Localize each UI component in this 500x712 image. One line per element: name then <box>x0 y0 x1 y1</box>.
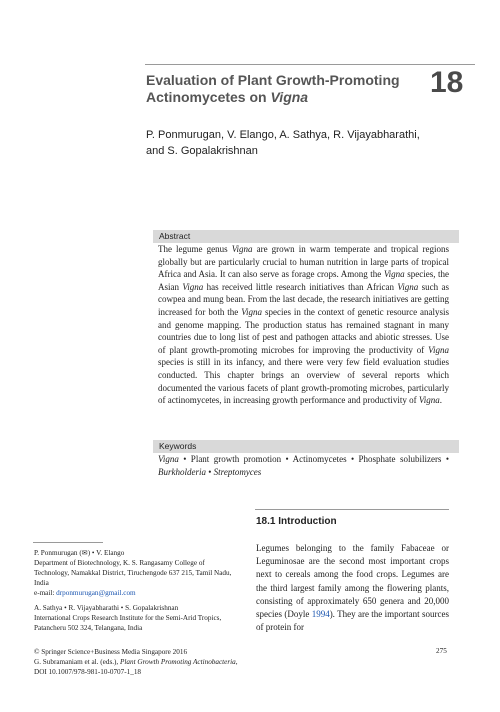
book-citation: G. Subramaniam et al. (eds.), Plant Growth Promoting Actinobacteria, <box>34 658 238 666</box>
keywords-text: Vigna • Plant growth promotion • Actinomycetes • Phosphate solubilizers • Burkholderia • Streptomyces <box>158 454 449 477</box>
introduction-text: Legumes belonging to the family Fabaceae or Leguminosae are the second most important crops next to cereals among the food crops. Legumes are the third largest family among the flowering plants, consisting of approximately 650 genera and 20,000 species (Doyle 1994). They are the important sources of protein for <box>256 543 449 633</box>
doi-line: DOI 10.1007/978-981-10-0707-1_18 <box>34 668 142 676</box>
footnote-rule <box>33 542 103 543</box>
page-number: 275 <box>436 647 447 655</box>
abstract-heading: Abstract <box>153 230 459 243</box>
affiliation-2 <box>34 603 239 633</box>
author-list <box>146 127 466 159</box>
affiliation-2-authors: A. Sathya • R. Vijayabharathi • S. Gopalakrishnan <box>34 604 179 612</box>
authors-line2: and S. Gopalakrishnan <box>146 145 258 157</box>
section-rule <box>255 509 449 510</box>
authors-line1: P. Ponmurugan, V. Elango, A. Sathya, R. Vijayabharathi, <box>146 129 420 141</box>
affiliation-1-email: e-mail: drponmurugan@gmail.com <box>34 589 136 597</box>
chapter-title-line1: Evaluation of Plant Growth-Promoting <box>146 72 400 88</box>
affiliation-1-authors: P. Ponmurugan (✉) • V. Elango <box>34 549 125 557</box>
copyright-footer <box>34 647 264 677</box>
chapter-title-line2: Actinomycetes on Vigna <box>146 89 309 105</box>
affiliation-1-address: Department of Biotechnology, K. S. Rangasamy College of Technology, Namakkal District, Tiruchengode 637 215, Tamil Nadu, India <box>34 559 232 587</box>
citation-link[interactable]: 1994 <box>311 609 330 620</box>
header-rule <box>145 64 475 65</box>
email-link[interactable]: drponmurugan@gmail.com <box>56 589 136 597</box>
copyright-line: © Springer Science+Business Media Singapore 2016 <box>34 648 188 656</box>
affiliation-1 <box>34 548 239 598</box>
keywords-heading: Keywords <box>153 440 459 453</box>
chapter-title <box>146 72 426 106</box>
chapter-number: 18 <box>430 66 464 99</box>
affiliation-2-address: International Crops Research Institute for the Semi-Arid Tropics, Patancheru 502 324, Telangana, India <box>34 614 222 632</box>
abstract-text: The legume genus Vigna are grown in warm temperate and tropical regions globally but are particularly crucial to human nutrition in large parts of tropical Africa and Asia. It can also serve as forage crops. Among the Vigna species, the Asian Vigna has received little research initiatives than African Vigna such as cowpea and mung bean. From the last decade, the research initiatives are getting increased for both the Vigna species in the context of genetic resource analysis and genome mapping. The production status has remained stagnant in many countries due to long list of pest and pathogen attacks and abiotic stresses. Use of plant growth-promoting microbes for improving the productivity of Vigna species is still in its infancy, and there were very few field evaluation studies conducted. This chapter brings an overview of several reports which documented the various facets of plant growth-promoting microbes, particularly of actinomycetes, in increasing growth performance and productivity of Vigna. <box>158 244 450 406</box>
section-heading: 18.1 Introduction <box>256 516 337 527</box>
